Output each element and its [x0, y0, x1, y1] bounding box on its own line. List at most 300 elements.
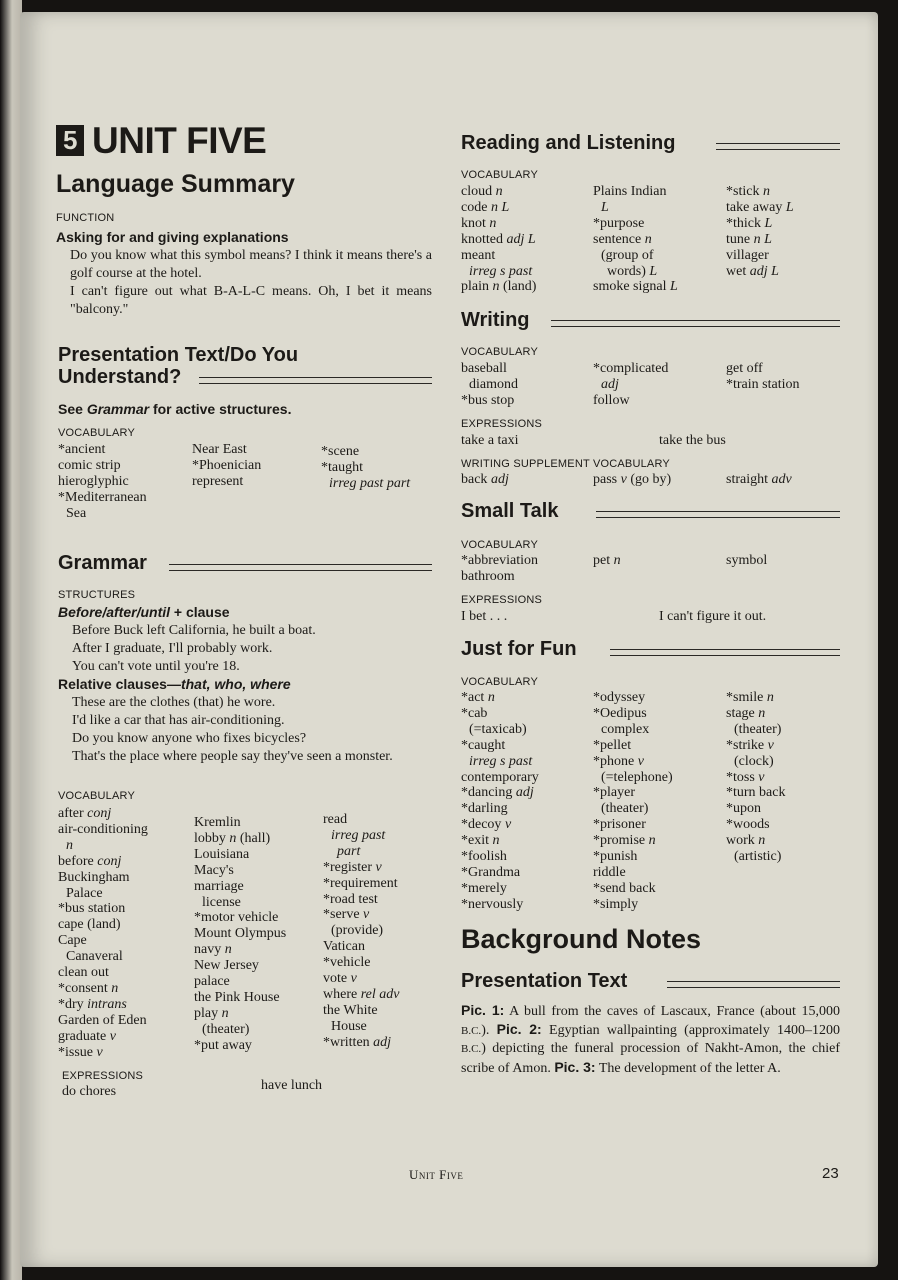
- vocab-word: [58, 806, 148, 822]
- pic-label: Pic. 2:: [496, 1020, 542, 1037]
- vocab-pos: [321, 476, 410, 492]
- function-example-1: Do you know what this symbol means? I think it means there's a golf course at the hotel.: [70, 248, 432, 281]
- word: pass: [593, 472, 618, 487]
- vocab-pos: [593, 200, 678, 216]
- reading-vocab-col2: [593, 184, 678, 295]
- vocab-word: [726, 738, 785, 754]
- presentation-title-line2: Understand?: [58, 366, 182, 388]
- word: work: [726, 833, 755, 849]
- vocab-word: [58, 997, 148, 1013]
- vocab-word: *merely: [461, 880, 507, 896]
- vocab-word: *pellet: [593, 737, 632, 753]
- era: B.C.: [461, 1024, 482, 1037]
- background-subtitle: Presentation Text: [461, 970, 628, 992]
- word: *act: [461, 690, 485, 705]
- pos-tag: n L: [753, 231, 772, 247]
- vocab-word: [593, 553, 621, 569]
- vocab-word: *ancient: [58, 442, 106, 457]
- pos-tag: adj: [373, 1034, 392, 1050]
- vocab-word: air-conditioning: [58, 821, 148, 837]
- vocab-word: [194, 831, 286, 847]
- word: *thick: [726, 215, 761, 231]
- vocab-word: *simply: [593, 896, 639, 912]
- pos-tag: n: [229, 830, 237, 846]
- word: play: [194, 1005, 219, 1021]
- just-for-fun-title: Just for Fun: [461, 638, 577, 660]
- presentation-vocab-col1: [58, 442, 147, 522]
- pos-tag: v: [637, 753, 644, 769]
- page-number: 23: [822, 1165, 839, 1182]
- vocab-word: [726, 200, 794, 216]
- vocab-word: *bus station: [58, 901, 126, 917]
- vocab-word: Louisiana: [194, 846, 250, 862]
- vocab-word: *motor vehicle: [194, 910, 279, 926]
- pos-tag: L: [670, 279, 678, 295]
- pos-tag: n: [762, 184, 770, 199]
- pos-tag: n: [111, 980, 119, 996]
- pos-tag: v: [375, 859, 382, 875]
- vocab-pos: [58, 838, 148, 854]
- expressions-label: EXPRESSIONS: [461, 418, 543, 430]
- section-rule: [551, 320, 840, 327]
- example-sentence: After I graduate, I'll probably work.: [72, 641, 273, 656]
- word-tail: (go by): [630, 472, 672, 487]
- pic-text: Egyptian wallpainting (approximately 1400–1200: [541, 1022, 840, 1038]
- section-rule: [199, 377, 432, 384]
- pos-tag: n: [489, 215, 497, 231]
- pos-tag: adj: [515, 785, 534, 801]
- vocab-word: follow: [593, 392, 630, 408]
- vocab-word: [593, 472, 671, 488]
- example-sentence: Before Buck left California, he built a boat.: [72, 623, 316, 638]
- structure-2-tail: —that, who, where: [166, 676, 291, 692]
- presentation-vocab-col2: [192, 442, 261, 490]
- word: vote: [323, 971, 348, 987]
- pos-tag: rel adv: [360, 986, 400, 1002]
- word: *dry: [58, 996, 84, 1012]
- vocab-word: the White: [323, 1002, 378, 1018]
- vocab-word: *send back: [593, 880, 656, 896]
- vocab-word: [323, 907, 399, 923]
- word: graduate: [58, 1028, 107, 1044]
- vocab-word: [461, 200, 536, 216]
- vocab-word: *bus stop: [461, 392, 515, 408]
- vocab-word: Canaveral: [66, 949, 123, 965]
- vocab-word: (provide): [331, 923, 384, 939]
- pos-tag: v: [504, 817, 512, 833]
- vocab-word: *cab: [461, 705, 488, 721]
- expression: do chores: [62, 1084, 117, 1099]
- pos-tag: n: [224, 942, 232, 958]
- example-sentence: I'd like a car that has air-conditioning.: [72, 713, 285, 728]
- presentation-vocab-col3: [321, 444, 410, 492]
- reading-vocab-col1: [461, 184, 536, 295]
- vocab-label: VOCABULARY: [58, 790, 135, 802]
- vocab-word: *nervously: [461, 896, 524, 912]
- word: cloud: [461, 184, 493, 199]
- vocab-word: *scene: [321, 444, 360, 459]
- pos-tag: n: [644, 231, 652, 247]
- vocab-word: get off: [726, 361, 763, 376]
- fun-vocab-col2: [593, 690, 673, 913]
- word: *decoy: [461, 817, 502, 833]
- vocab-word: [726, 184, 794, 200]
- vocab-pos: [461, 754, 539, 770]
- vocab-word: [323, 971, 399, 987]
- vocab-word: (clock): [734, 753, 774, 769]
- grammar-title: Grammar: [58, 552, 147, 574]
- fun-vocab-col3: [726, 690, 785, 865]
- pos-tag: adj: [601, 376, 619, 392]
- grammar-vocab-col3: [323, 812, 399, 1051]
- writing-vocab-col2: [593, 361, 668, 409]
- vocab-word: [726, 472, 792, 488]
- vocab-word: Kremlin: [194, 815, 241, 830]
- example-sentence: These are the clothes (that) he wore.: [72, 695, 276, 710]
- word: navy: [194, 942, 222, 958]
- vocab-pos: [323, 844, 399, 860]
- reading-title: Reading and Listening: [461, 132, 676, 154]
- see-prefix: See: [58, 401, 87, 417]
- word: code: [461, 199, 488, 215]
- vocab-word: [726, 833, 785, 849]
- word: back: [461, 472, 488, 487]
- example-sentence: Do you know anyone who fixes bicycles?: [72, 731, 307, 746]
- vocab-word: bathroom: [461, 568, 515, 584]
- word: wet: [726, 263, 747, 279]
- pos-tag: L: [764, 215, 773, 231]
- reading-vocab-col3: [726, 184, 794, 279]
- pos-tag: irreg s past: [469, 263, 533, 279]
- vocab-word: baseball: [461, 361, 507, 376]
- vocab-word: [461, 279, 536, 295]
- vocab-pos: [593, 377, 668, 393]
- book-page: [20, 12, 878, 1267]
- word: straight: [726, 472, 768, 487]
- vocab-word: [323, 987, 399, 1003]
- vocab-word: [461, 690, 539, 706]
- vocab-word: Sea: [66, 505, 87, 521]
- word: *written: [323, 1034, 370, 1050]
- vocab-word: Macy's: [194, 862, 234, 878]
- vocab-word: [726, 232, 794, 248]
- vocab-word: [58, 981, 148, 997]
- vocab-word: *taught: [321, 459, 363, 475]
- vocab-word: *Oedipus: [593, 705, 647, 721]
- structure-1-heading: [58, 604, 230, 620]
- grammar-vocab-col2: [194, 815, 286, 1054]
- word: take away: [726, 199, 783, 215]
- pos-tag: v: [363, 907, 370, 923]
- vocab-word: [593, 232, 678, 248]
- vocab-word: read: [323, 812, 348, 827]
- word: *register: [323, 859, 372, 875]
- vocab-word: *put away: [194, 1037, 252, 1053]
- fun-vocab-col1: [461, 690, 539, 913]
- pos-tag: adj L: [749, 263, 779, 279]
- vocab-word: *Phoenician: [192, 457, 262, 473]
- writing-vocab-col3: [726, 361, 800, 393]
- pos-tag: n: [766, 690, 774, 705]
- vocab-word: Near East: [192, 442, 247, 457]
- pos-tag: L: [649, 263, 658, 279]
- word: *toss: [726, 769, 755, 785]
- vocab-word: Plains Indian: [593, 184, 667, 199]
- expression: I can't figure it out.: [659, 609, 767, 624]
- word: pet: [593, 553, 611, 568]
- structures-label: STRUCTURES: [58, 589, 136, 601]
- background-notes-title: Background Notes: [461, 924, 702, 954]
- word: *strike: [726, 737, 765, 753]
- vocab-word: *Mediterranean: [58, 489, 147, 505]
- vocab-word: (theater): [202, 1021, 250, 1037]
- expressions-label: EXPRESSIONS: [62, 1070, 144, 1082]
- pos-tag: intrans: [87, 996, 127, 1012]
- vocab-word: [726, 690, 785, 706]
- function-heading: Asking for and giving explanations: [56, 229, 289, 245]
- vocab-label: VOCABULARY: [461, 169, 538, 181]
- structure-1-emph: Before/after/until: [58, 604, 171, 620]
- expression: I bet . . .: [461, 609, 508, 624]
- pos-tag: part: [337, 843, 361, 859]
- word: *consent: [58, 980, 108, 996]
- vocab-word: *requirement: [323, 875, 398, 891]
- pos-tag: n: [221, 1005, 229, 1021]
- structure-1-examples: [72, 622, 316, 676]
- vocab-word: the Pink House: [194, 989, 280, 1005]
- vocab-word: [726, 264, 794, 280]
- word: words): [607, 263, 646, 279]
- vocab-word: [461, 232, 536, 248]
- word: *phone: [593, 753, 635, 769]
- pos-tag: n: [487, 690, 495, 705]
- presentation-title-line1: Presentation Text/Do You: [58, 344, 299, 366]
- pos-tag: conj: [87, 806, 112, 821]
- book-spine-edge: [0, 0, 22, 1280]
- writing-vocab-col1: [461, 361, 518, 409]
- vocab-label: VOCABULARY: [461, 676, 538, 688]
- small-talk-title: Small Talk: [461, 500, 559, 522]
- word: *dancing: [461, 785, 513, 801]
- vocab-label: VOCABULARY: [461, 346, 538, 358]
- vocab-word: *prisoner: [593, 817, 646, 833]
- vocab-word: *turn back: [726, 785, 786, 801]
- structure-2-emph: Relative clauses: [58, 676, 167, 692]
- pos-tag: n: [648, 833, 656, 849]
- vocab-word: diamond: [469, 376, 518, 392]
- vocab-pos: [323, 828, 399, 844]
- vocab-word: [58, 854, 148, 870]
- vocab-word: *vehicle: [323, 955, 371, 971]
- pos-tag: irreg past: [331, 827, 386, 843]
- word-tail: (land): [503, 279, 537, 295]
- vocab-word: *abbreviation: [461, 553, 538, 568]
- word: *issue: [58, 1044, 93, 1060]
- word: knotted: [461, 231, 503, 247]
- vocab-word: [593, 754, 673, 770]
- writing-title: Writing: [461, 309, 530, 331]
- pos-tag: irreg s past: [469, 753, 533, 769]
- vocab-word: comic strip: [58, 457, 121, 473]
- pos-tag: n: [492, 279, 500, 295]
- vocab-word: *complicated: [593, 361, 669, 376]
- vocab-word: license: [202, 894, 241, 910]
- vocab-word: (=telephone): [601, 769, 673, 785]
- vocab-word: [323, 1035, 399, 1051]
- vocab-word: villager: [726, 247, 769, 263]
- vocab-word: (theater): [601, 801, 649, 817]
- pos-tag: n: [495, 184, 503, 199]
- vocab-word: Vatican: [323, 939, 365, 955]
- pos-tag: n L: [490, 199, 510, 215]
- unit-number-badge: 5: [56, 125, 84, 156]
- pic-label: Pic. 1:: [461, 1002, 505, 1018]
- pos-tag: v: [767, 737, 774, 753]
- pos-tag: v: [620, 472, 627, 487]
- vocab-word: *caught: [461, 737, 506, 753]
- word: sentence: [593, 231, 642, 247]
- vocab-word: palace: [194, 974, 230, 990]
- pos-tag: irreg past part: [329, 475, 411, 491]
- pos-tag: v: [96, 1044, 103, 1060]
- vocab-word: meant: [461, 247, 496, 263]
- pos-tag: conj: [97, 853, 122, 869]
- vocab-word: clean out: [58, 965, 109, 981]
- vocab-word: [726, 770, 785, 786]
- vocab-word: *foolish: [461, 849, 507, 865]
- vocab-word: represent: [192, 473, 244, 489]
- vocab-word: *road test: [323, 891, 378, 907]
- expression: take a taxi: [461, 433, 519, 448]
- vocab-label: VOCABULARY: [461, 539, 538, 551]
- vocab-word: House: [331, 1018, 367, 1034]
- unit-title: [56, 120, 266, 162]
- pos-tag: adj: [490, 472, 509, 487]
- vocab-word: [593, 833, 673, 849]
- pos-tag: adv: [771, 472, 792, 487]
- vocab-word: [726, 216, 794, 232]
- expressions-label: EXPRESSIONS: [461, 594, 543, 606]
- pic-text: ) depicting the funeral procession of Nakht-Amon, the chief scribe of Amon.: [461, 1041, 840, 1076]
- pos-tag: L: [785, 199, 794, 215]
- pos-tag: v: [758, 769, 765, 785]
- pos-tag: v: [350, 971, 357, 987]
- vocab-word: [593, 279, 678, 295]
- vocab-word: *Grandma: [461, 864, 521, 880]
- grammar-vocab-col1: [58, 806, 148, 1061]
- vocab-word: Cape: [58, 933, 87, 949]
- pos-tag: n: [492, 833, 500, 849]
- word: *exit: [461, 833, 489, 849]
- word: before: [58, 853, 94, 869]
- vocab-word: [593, 264, 678, 280]
- vocab-word: [461, 216, 536, 232]
- section-rule: [610, 649, 840, 656]
- word-tail: (hall): [239, 830, 271, 846]
- structure-2-heading: [58, 676, 291, 692]
- vocab-word: symbol: [726, 553, 768, 568]
- word: stage: [726, 705, 755, 721]
- see-suffix: for active structures.: [149, 401, 292, 417]
- vocab-word: [461, 833, 539, 849]
- vocab-word: contemporary: [461, 769, 539, 785]
- pic-label: Pic. 3:: [554, 1058, 596, 1075]
- function-label: FUNCTION: [56, 212, 115, 224]
- section-rule: [596, 511, 840, 518]
- section-rule: [169, 564, 432, 571]
- vocab-word: [58, 1045, 148, 1061]
- vocab-word: Mount Olympus: [194, 926, 287, 942]
- vocab-word: [461, 472, 509, 488]
- vocab-pos: [461, 264, 536, 280]
- word: smoke signal: [593, 279, 667, 295]
- vocab-word: *upon: [726, 801, 761, 817]
- example-sentence: That's the place where people say they've seen a monster.: [72, 749, 393, 764]
- word: after: [58, 806, 84, 821]
- example-sentence: You can't vote until you're 18.: [72, 659, 240, 674]
- vocab-word: [194, 942, 286, 958]
- vocab-word: Buckingham: [58, 869, 130, 885]
- writing-supplement-label: WRITING SUPPLEMENT VOCABULARY: [461, 458, 670, 470]
- structure-2-examples: [72, 694, 306, 748]
- pos-tag: adj L: [506, 231, 536, 247]
- vocab-word: (theater): [734, 721, 782, 737]
- word: plain: [461, 279, 489, 295]
- vocab-word: [461, 817, 539, 833]
- section-rule: [716, 143, 840, 150]
- small-talk-vocab-col1: [461, 553, 538, 585]
- vocab-word: [194, 1006, 286, 1022]
- word: *smile: [726, 690, 764, 705]
- word: *serve: [323, 907, 360, 923]
- vocab-word: *darling: [461, 801, 508, 817]
- word: knot: [461, 215, 486, 231]
- word: *stick: [726, 184, 760, 199]
- word: lobby: [194, 830, 226, 846]
- pos-tag: v: [109, 1028, 116, 1044]
- vocab-word: riddle: [593, 864, 626, 880]
- vocab-word: *punish: [593, 849, 638, 865]
- pic-text: A bull from the caves of Lascaux, France (about 15,000: [504, 1004, 840, 1019]
- vocab-word: [58, 1029, 148, 1045]
- structure-1-tail: + clause: [170, 604, 230, 620]
- see-emph: Grammar: [86, 401, 150, 417]
- background-paragraph: [461, 1002, 840, 1077]
- expression: have lunch: [261, 1078, 323, 1093]
- vocab-word: *player: [593, 785, 635, 801]
- section-rule: [667, 981, 840, 988]
- vocab-word: *train station: [726, 376, 800, 392]
- vocab-word: New Jersey: [194, 958, 259, 974]
- pic-text: The development of the letter A.: [595, 1060, 781, 1076]
- pic-text: ).: [481, 1022, 490, 1038]
- expression: take the bus: [659, 433, 726, 448]
- pos-tag: n: [758, 833, 766, 849]
- word: tune: [726, 231, 751, 247]
- function-example-2: I can't figure out what B-A-L-C means. Oh, I bet it means "balcony.": [70, 284, 432, 317]
- pos-tag: n: [758, 705, 766, 721]
- pos-tag: L: [601, 199, 609, 215]
- vocab-word: Palace: [66, 885, 103, 901]
- pos-tag: n: [613, 553, 621, 568]
- pos-tag: n: [66, 837, 73, 853]
- see-grammar-note: [58, 400, 291, 420]
- footer-unit-label: Unit Five: [409, 1167, 464, 1182]
- vocab-word: *odyssey: [593, 690, 646, 705]
- vocab-word: (group of: [601, 247, 654, 263]
- era: B.C.: [461, 1043, 482, 1055]
- vocab-word: (artistic): [734, 849, 782, 865]
